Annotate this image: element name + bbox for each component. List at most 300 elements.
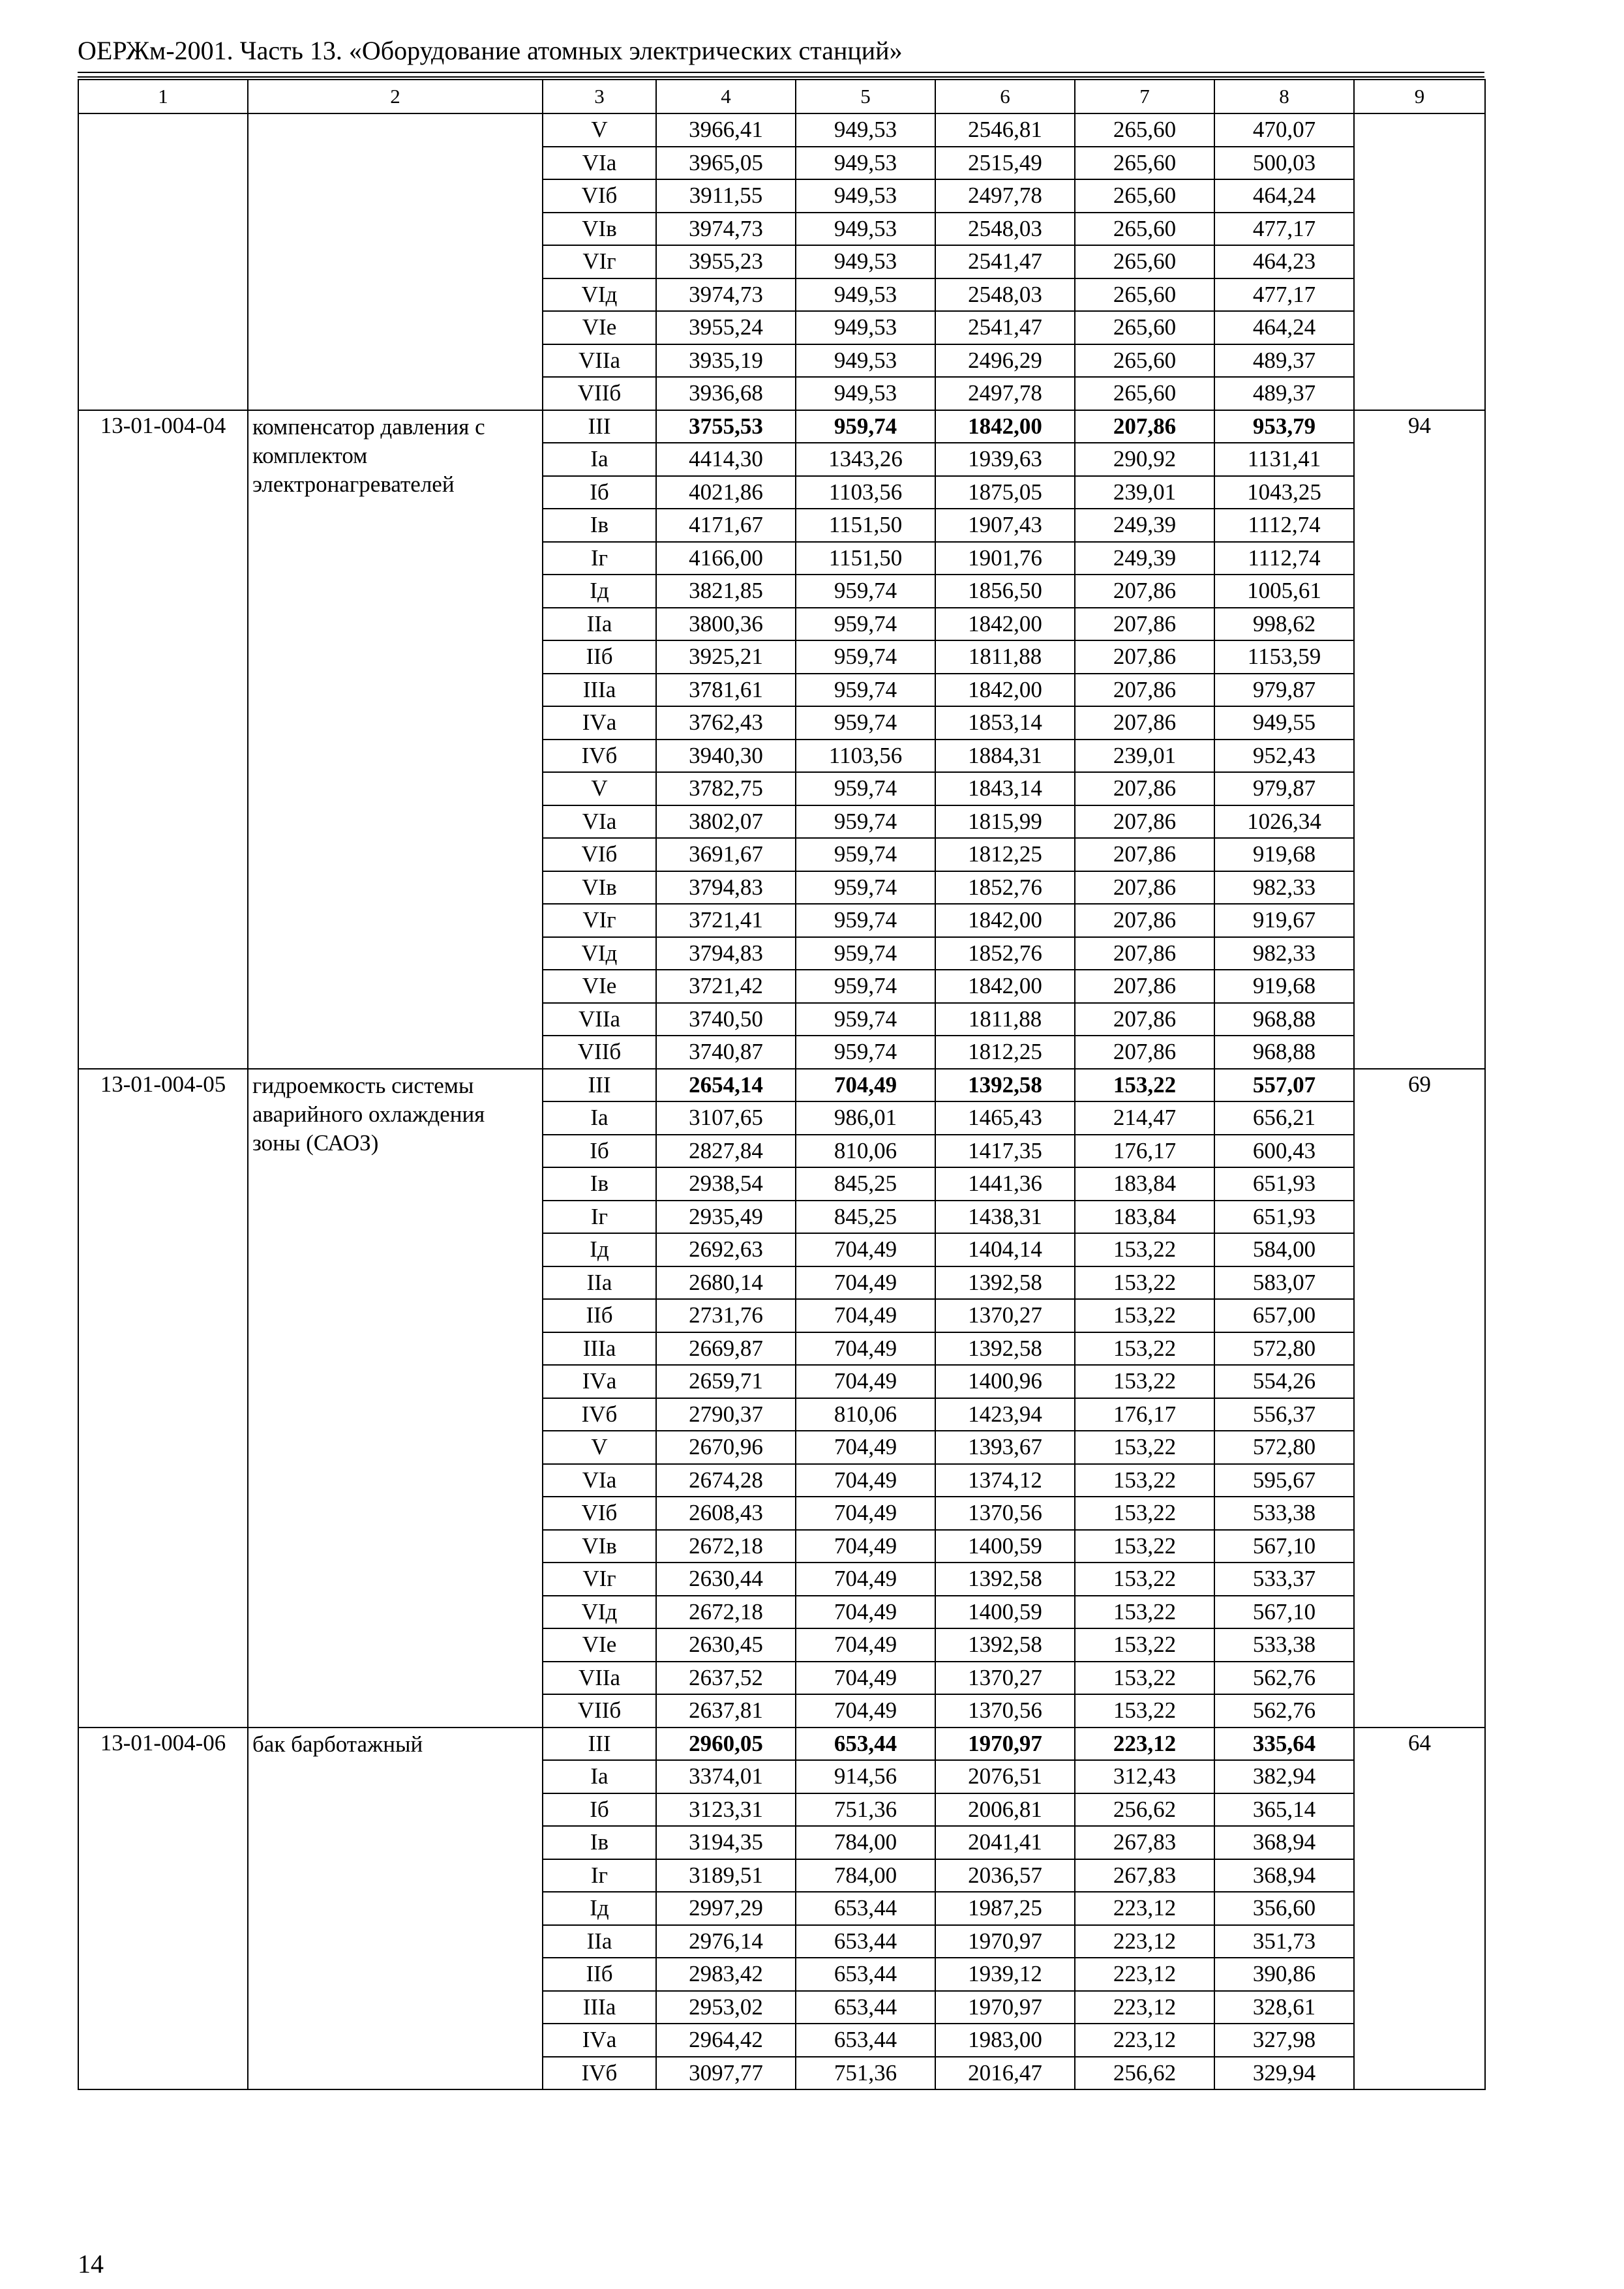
value-cell: 3781,61 — [656, 674, 796, 707]
header-rule-top — [78, 72, 1484, 73]
region-category-cell: VIе — [543, 311, 656, 344]
column-number: 5 — [796, 80, 935, 113]
value-cell: 2041,41 — [935, 1826, 1075, 1859]
value-cell: 2630,45 — [656, 1628, 796, 1662]
value-cell: 2672,18 — [656, 1530, 796, 1563]
value-cell: 1392,58 — [935, 1332, 1075, 1366]
region-category-cell: VIа — [543, 805, 656, 839]
value-cell: 464,24 — [1214, 179, 1354, 213]
region-category-cell: IIб — [543, 1958, 656, 1991]
value-cell: 1374,12 — [935, 1464, 1075, 1497]
value-cell: 207,86 — [1075, 970, 1214, 1003]
value-cell: 214,47 — [1075, 1101, 1214, 1135]
value-cell: 153,22 — [1075, 1628, 1214, 1662]
value-cell: 1852,76 — [935, 937, 1075, 970]
value-cell: 3974,73 — [656, 213, 796, 246]
value-cell: 1842,00 — [935, 970, 1075, 1003]
value-cell: 810,06 — [796, 1135, 935, 1168]
value-cell: 207,86 — [1075, 805, 1214, 839]
value-cell: 207,86 — [1075, 640, 1214, 674]
region-category-cell: Iа — [543, 443, 656, 476]
value-cell: 2976,14 — [656, 1925, 796, 1958]
count-cell — [1354, 113, 1485, 410]
column-number: 7 — [1075, 80, 1214, 113]
value-cell: 572,80 — [1214, 1431, 1354, 1464]
value-cell: 1939,12 — [935, 1958, 1075, 1991]
region-category-cell: VIд — [543, 937, 656, 970]
value-cell: 704,49 — [796, 1266, 935, 1300]
value-cell: 3189,51 — [656, 1859, 796, 1893]
code-cell: 13-01-004-04 — [78, 410, 248, 1069]
value-cell: 704,49 — [796, 1431, 935, 1464]
name-cell: компенсатор давления с комплектом электронагревателей — [248, 410, 543, 1069]
value-cell: 653,44 — [796, 1991, 935, 2024]
value-cell: 328,61 — [1214, 1991, 1354, 2024]
value-cell: 1812,25 — [935, 838, 1075, 871]
value-cell: 653,44 — [796, 1892, 935, 1925]
value-cell: 2964,42 — [656, 2024, 796, 2057]
region-category-cell: VIIа — [543, 1662, 656, 1695]
value-cell: 653,44 — [796, 2024, 935, 2057]
value-cell: 256,62 — [1075, 2057, 1214, 2090]
region-category-cell: Iа — [543, 1760, 656, 1793]
value-cell: 3097,77 — [656, 2057, 796, 2090]
value-cell: 207,86 — [1075, 608, 1214, 641]
value-cell: 489,37 — [1214, 344, 1354, 378]
region-category-cell: VIа — [543, 147, 656, 180]
value-cell: 2515,49 — [935, 147, 1075, 180]
column-number: 4 — [656, 80, 796, 113]
value-cell: 968,88 — [1214, 1003, 1354, 1036]
region-category-cell: IVб — [543, 1398, 656, 1431]
value-cell: 1852,76 — [935, 871, 1075, 905]
value-cell: 949,53 — [796, 147, 935, 180]
group-header-row — [78, 1069, 1485, 1102]
value-cell: 2630,44 — [656, 1563, 796, 1596]
value-cell: 1842,00 — [935, 410, 1075, 443]
value-cell: 500,03 — [1214, 147, 1354, 180]
value-cell: 176,17 — [1075, 1135, 1214, 1168]
column-number: 9 — [1354, 80, 1485, 113]
value-cell: 959,74 — [796, 772, 935, 805]
value-cell: 845,25 — [796, 1201, 935, 1234]
value-cell: 1153,59 — [1214, 640, 1354, 674]
region-category-cell: Iг — [543, 542, 656, 575]
value-cell: 2076,51 — [935, 1760, 1075, 1793]
value-cell: 365,14 — [1214, 1793, 1354, 1827]
region-category-cell: Iд — [543, 1233, 656, 1266]
value-cell: 265,60 — [1075, 278, 1214, 312]
value-cell: 959,74 — [796, 937, 935, 970]
value-cell: 2016,47 — [935, 2057, 1075, 2090]
value-cell: 368,94 — [1214, 1859, 1354, 1893]
value-cell: 153,22 — [1075, 1266, 1214, 1300]
value-cell: 239,01 — [1075, 476, 1214, 509]
value-cell: 1901,76 — [935, 542, 1075, 575]
value-cell: 979,87 — [1214, 772, 1354, 805]
value-cell: 3755,53 — [656, 410, 796, 443]
value-cell: 3965,05 — [656, 147, 796, 180]
region-category-cell: IIа — [543, 608, 656, 641]
column-number: 2 — [248, 80, 543, 113]
column-number: 8 — [1214, 80, 1354, 113]
value-cell: 3691,67 — [656, 838, 796, 871]
value-cell: 704,49 — [796, 1596, 935, 1629]
region-category-cell: IIб — [543, 640, 656, 674]
value-cell: 223,12 — [1075, 2024, 1214, 2057]
value-cell: 2637,81 — [656, 1694, 796, 1728]
region-category-cell: VIб — [543, 1497, 656, 1530]
value-cell: 1987,25 — [935, 1892, 1075, 1925]
value-cell: 595,67 — [1214, 1464, 1354, 1497]
value-cell: 335,64 — [1214, 1728, 1354, 1761]
region-category-cell: Iг — [543, 1201, 656, 1234]
value-cell: 2541,47 — [935, 245, 1075, 278]
value-cell: 810,06 — [796, 1398, 935, 1431]
region-category-cell: IVб — [543, 2057, 656, 2090]
value-cell: 329,94 — [1214, 2057, 1354, 2090]
value-cell: 207,86 — [1075, 772, 1214, 805]
value-cell: 959,74 — [796, 674, 935, 707]
value-cell: 256,62 — [1075, 1793, 1214, 1827]
region-category-cell: Iд — [543, 575, 656, 608]
value-cell: 1370,27 — [935, 1299, 1075, 1332]
value-cell: 223,12 — [1075, 1958, 1214, 1991]
value-cell: 265,60 — [1075, 147, 1214, 180]
region-category-cell: III — [543, 410, 656, 443]
value-cell: 949,55 — [1214, 706, 1354, 740]
count-cell: 69 — [1354, 1069, 1485, 1728]
value-cell: 1026,34 — [1214, 805, 1354, 839]
value-cell: 312,43 — [1075, 1760, 1214, 1793]
value-cell: 949,53 — [796, 179, 935, 213]
value-cell: 704,49 — [796, 1299, 935, 1332]
value-cell: 959,74 — [796, 706, 935, 740]
value-cell: 979,87 — [1214, 674, 1354, 707]
value-cell: 183,84 — [1075, 1167, 1214, 1201]
value-cell: 3794,83 — [656, 871, 796, 905]
value-cell: 784,00 — [796, 1826, 935, 1859]
value-cell: 2654,14 — [656, 1069, 796, 1102]
value-cell: 2497,78 — [935, 377, 1075, 410]
value-cell: 153,22 — [1075, 1332, 1214, 1366]
value-cell: 1970,97 — [935, 1991, 1075, 2024]
value-cell: 1392,58 — [935, 1628, 1075, 1662]
region-category-cell: Iб — [543, 476, 656, 509]
value-cell: 1005,61 — [1214, 575, 1354, 608]
value-cell: 1393,67 — [935, 1431, 1075, 1464]
group-header-row — [78, 1728, 1485, 1761]
value-cell: 704,49 — [796, 1563, 935, 1596]
value-cell: 207,86 — [1075, 706, 1214, 740]
value-cell: 653,44 — [796, 1925, 935, 1958]
value-cell: 1043,25 — [1214, 476, 1354, 509]
value-cell: 2608,43 — [656, 1497, 796, 1530]
region-category-cell: VIIб — [543, 1694, 656, 1728]
region-category-cell: IIа — [543, 1266, 656, 1300]
value-cell: 327,98 — [1214, 2024, 1354, 2057]
value-cell: 600,43 — [1214, 1135, 1354, 1168]
value-cell: 1404,14 — [935, 1233, 1075, 1266]
value-cell: 1811,88 — [935, 1003, 1075, 1036]
resource-table — [78, 79, 1486, 2090]
region-category-cell: Iв — [543, 509, 656, 542]
value-cell: 356,60 — [1214, 1892, 1354, 1925]
value-cell: 2548,03 — [935, 278, 1075, 312]
value-cell: 986,01 — [796, 1101, 935, 1135]
region-category-cell: IVа — [543, 2024, 656, 2057]
region-category-cell: IIIа — [543, 674, 656, 707]
value-cell: 982,33 — [1214, 937, 1354, 970]
value-cell: 249,39 — [1075, 509, 1214, 542]
group-header-row — [78, 410, 1485, 443]
value-cell: 3107,65 — [656, 1101, 796, 1135]
value-cell: 382,94 — [1214, 1760, 1354, 1793]
value-cell: 1812,25 — [935, 1036, 1075, 1069]
value-cell: 949,53 — [796, 213, 935, 246]
value-cell: 207,86 — [1075, 838, 1214, 871]
value-cell: 1392,58 — [935, 1266, 1075, 1300]
value-cell: 651,93 — [1214, 1201, 1354, 1234]
value-cell: 704,49 — [796, 1694, 935, 1728]
value-cell: 207,86 — [1075, 937, 1214, 970]
value-cell: 2997,29 — [656, 1892, 796, 1925]
value-cell: 1438,31 — [935, 1201, 1075, 1234]
value-cell: 207,86 — [1075, 871, 1214, 905]
region-category-cell: Iб — [543, 1793, 656, 1827]
region-category-cell: VIд — [543, 278, 656, 312]
value-cell: 1884,31 — [935, 740, 1075, 773]
value-cell: 290,92 — [1075, 443, 1214, 476]
value-cell: 704,49 — [796, 1662, 935, 1695]
region-category-cell: IVб — [543, 740, 656, 773]
value-cell: 845,25 — [796, 1167, 935, 1201]
value-cell: 567,10 — [1214, 1596, 1354, 1629]
value-cell: 3721,42 — [656, 970, 796, 1003]
value-cell: 153,22 — [1075, 1233, 1214, 1266]
header-rule-bottom — [78, 76, 1484, 78]
value-cell: 153,22 — [1075, 1365, 1214, 1398]
value-cell: 1400,96 — [935, 1365, 1075, 1398]
value-cell: 657,00 — [1214, 1299, 1354, 1332]
region-category-cell: IVа — [543, 1365, 656, 1398]
value-cell: 1112,74 — [1214, 542, 1354, 575]
value-cell: 207,86 — [1075, 1036, 1214, 1069]
region-category-cell: VIб — [543, 179, 656, 213]
value-cell: 3123,31 — [656, 1793, 796, 1827]
value-cell: 390,86 — [1214, 1958, 1354, 1991]
value-cell: 751,36 — [796, 1793, 935, 1827]
value-cell: 2827,84 — [656, 1135, 796, 1168]
region-category-cell: VIа — [543, 1464, 656, 1497]
value-cell: 3721,41 — [656, 904, 796, 937]
value-cell: 3955,24 — [656, 311, 796, 344]
value-cell: 4171,67 — [656, 509, 796, 542]
value-cell: 464,23 — [1214, 245, 1354, 278]
value-cell: 1112,74 — [1214, 509, 1354, 542]
value-cell: 1423,94 — [935, 1398, 1075, 1431]
value-cell: 556,37 — [1214, 1398, 1354, 1431]
value-cell: 1970,97 — [935, 1925, 1075, 1958]
region-category-cell: V — [543, 772, 656, 805]
region-category-cell: VIIа — [543, 344, 656, 378]
value-cell: 1370,56 — [935, 1497, 1075, 1530]
value-cell: 2006,81 — [935, 1793, 1075, 1827]
value-cell: 2674,28 — [656, 1464, 796, 1497]
value-cell: 4166,00 — [656, 542, 796, 575]
value-cell: 959,74 — [796, 1036, 935, 1069]
code-cell — [78, 113, 248, 410]
value-cell: 153,22 — [1075, 1694, 1214, 1728]
value-cell: 704,49 — [796, 1530, 935, 1563]
value-cell: 207,86 — [1075, 410, 1214, 443]
region-category-cell: Iа — [543, 1101, 656, 1135]
value-cell: 949,53 — [796, 113, 935, 147]
page-header-title: ОЕРЖм-2001. Часть 13. «Оборудование атомных электрических станций» — [78, 36, 903, 65]
value-cell: 704,49 — [796, 1464, 935, 1497]
value-cell: 223,12 — [1075, 1925, 1214, 1958]
value-cell: 998,62 — [1214, 608, 1354, 641]
value-cell: 1970,97 — [935, 1728, 1075, 1761]
value-cell: 1392,58 — [935, 1069, 1075, 1102]
value-cell: 959,74 — [796, 608, 935, 641]
value-cell: 1875,05 — [935, 476, 1075, 509]
value-cell: 1400,59 — [935, 1596, 1075, 1629]
value-cell: 239,01 — [1075, 740, 1214, 773]
value-cell: 2680,14 — [656, 1266, 796, 1300]
value-cell: 153,22 — [1075, 1662, 1214, 1695]
value-cell: 3955,23 — [656, 245, 796, 278]
value-cell: 1842,00 — [935, 608, 1075, 641]
value-cell: 567,10 — [1214, 1530, 1354, 1563]
value-cell: 3821,85 — [656, 575, 796, 608]
value-cell: 3740,50 — [656, 1003, 796, 1036]
value-cell: 2983,42 — [656, 1958, 796, 1991]
value-cell: 3762,43 — [656, 706, 796, 740]
value-cell: 1815,99 — [935, 805, 1075, 839]
value-cell: 477,17 — [1214, 213, 1354, 246]
value-cell: 265,60 — [1075, 245, 1214, 278]
value-cell: 1842,00 — [935, 674, 1075, 707]
value-cell: 223,12 — [1075, 1892, 1214, 1925]
value-cell: 2659,71 — [656, 1365, 796, 1398]
value-cell: 489,37 — [1214, 377, 1354, 410]
value-cell: 153,22 — [1075, 1563, 1214, 1596]
value-cell: 1392,58 — [935, 1563, 1075, 1596]
value-cell: 1400,59 — [935, 1530, 1075, 1563]
value-cell: 153,22 — [1075, 1497, 1214, 1530]
value-cell: 4021,86 — [656, 476, 796, 509]
value-cell: 223,12 — [1075, 1991, 1214, 2024]
value-cell: 554,26 — [1214, 1365, 1354, 1398]
value-cell: 1856,50 — [935, 575, 1075, 608]
value-cell: 153,22 — [1075, 1464, 1214, 1497]
column-number: 1 — [78, 80, 248, 113]
region-category-cell: III — [543, 1728, 656, 1761]
value-cell: 704,49 — [796, 1628, 935, 1662]
value-cell: 183,84 — [1075, 1201, 1214, 1234]
value-cell: 533,38 — [1214, 1628, 1354, 1662]
value-cell: 919,68 — [1214, 970, 1354, 1003]
name-cell — [248, 113, 543, 410]
value-cell: 1103,56 — [796, 476, 935, 509]
region-category-cell: VIв — [543, 871, 656, 905]
value-cell: 153,22 — [1075, 1069, 1214, 1102]
value-cell: 653,44 — [796, 1728, 935, 1761]
value-cell: 176,17 — [1075, 1398, 1214, 1431]
value-cell: 1842,00 — [935, 904, 1075, 937]
region-category-cell: IIIа — [543, 1991, 656, 2024]
value-cell: 704,49 — [796, 1365, 935, 1398]
value-cell: 3925,21 — [656, 640, 796, 674]
value-cell: 572,80 — [1214, 1332, 1354, 1366]
region-category-cell: VIIб — [543, 1036, 656, 1069]
page-number: 14 — [78, 2249, 104, 2279]
name-cell: гидроемкость системы аварийного охлаждения зоны (САОЗ) — [248, 1069, 543, 1728]
value-cell: 949,53 — [796, 245, 935, 278]
region-category-cell: Iв — [543, 1826, 656, 1859]
value-cell: 1983,00 — [935, 2024, 1075, 2057]
column-number: 3 — [543, 80, 656, 113]
value-cell: 3740,87 — [656, 1036, 796, 1069]
region-category-cell: VIе — [543, 1628, 656, 1662]
value-cell: 651,93 — [1214, 1167, 1354, 1201]
value-cell: 959,74 — [796, 805, 935, 839]
value-cell: 1151,50 — [796, 542, 935, 575]
value-cell: 2953,02 — [656, 1991, 796, 2024]
value-cell: 3800,36 — [656, 608, 796, 641]
column-number-row — [78, 80, 1485, 113]
value-cell: 959,74 — [796, 575, 935, 608]
value-cell: 207,86 — [1075, 1003, 1214, 1036]
value-cell: 207,86 — [1075, 904, 1214, 937]
value-cell: 4414,30 — [656, 443, 796, 476]
value-cell: 584,00 — [1214, 1233, 1354, 1266]
region-category-cell: VIг — [543, 245, 656, 278]
value-cell: 562,76 — [1214, 1662, 1354, 1695]
value-cell: 704,49 — [796, 1332, 935, 1366]
value-cell: 153,22 — [1075, 1530, 1214, 1563]
value-cell: 949,53 — [796, 344, 935, 378]
value-cell: 2960,05 — [656, 1728, 796, 1761]
value-cell: 351,73 — [1214, 1925, 1354, 1958]
value-cell: 3966,41 — [656, 113, 796, 147]
value-cell: 959,74 — [796, 871, 935, 905]
value-cell: 2938,54 — [656, 1167, 796, 1201]
value-cell: 704,49 — [796, 1497, 935, 1530]
value-cell: 959,74 — [796, 838, 935, 871]
value-cell: 2731,76 — [656, 1299, 796, 1332]
value-cell: 959,74 — [796, 970, 935, 1003]
region-category-cell: IIа — [543, 1925, 656, 1958]
name-cell: бак барботажный — [248, 1728, 543, 2090]
region-category-cell: VIе — [543, 970, 656, 1003]
value-cell: 704,49 — [796, 1069, 935, 1102]
value-cell: 265,60 — [1075, 377, 1214, 410]
value-cell: 533,37 — [1214, 1563, 1354, 1596]
value-cell: 3374,01 — [656, 1760, 796, 1793]
value-cell: 3794,83 — [656, 937, 796, 970]
value-cell: 265,60 — [1075, 344, 1214, 378]
value-cell: 1131,41 — [1214, 443, 1354, 476]
value-cell: 1103,56 — [796, 740, 935, 773]
value-cell: 2692,63 — [656, 1233, 796, 1266]
value-cell: 949,53 — [796, 311, 935, 344]
value-cell: 267,83 — [1075, 1826, 1214, 1859]
value-cell: 265,60 — [1075, 311, 1214, 344]
value-cell: 1811,88 — [935, 640, 1075, 674]
value-cell: 470,07 — [1214, 113, 1354, 147]
